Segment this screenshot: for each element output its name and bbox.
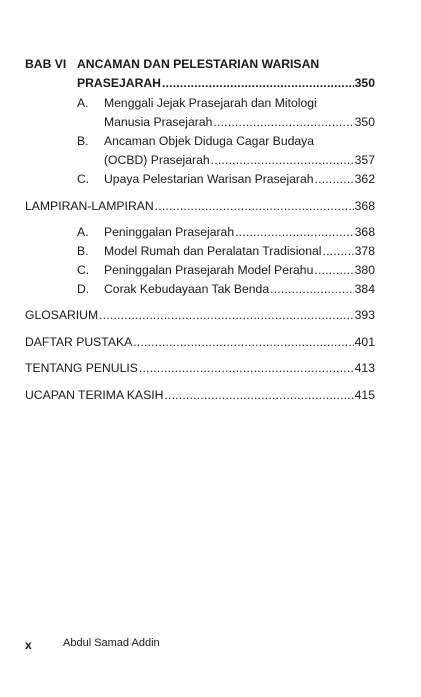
section-entry[interactable] xyxy=(25,334,375,350)
item-page: 380 xyxy=(354,263,375,277)
item-page: 384 xyxy=(354,282,375,296)
toc-entry[interactable] xyxy=(104,262,375,278)
dot-leader xyxy=(162,75,354,91)
toc-entry[interactable] xyxy=(104,171,375,187)
item-page: 362 xyxy=(354,172,375,186)
item-page: 378 xyxy=(354,244,375,258)
item-text: Peninggalan Prasejarah Model Perahu xyxy=(104,263,314,277)
dot-leader xyxy=(314,262,353,278)
item-letter: A. xyxy=(77,96,89,110)
item-text: Upaya Pelestarian Warisan Prasejarah xyxy=(104,172,314,186)
item-letter: C. xyxy=(77,263,90,277)
dot-leader xyxy=(139,360,354,376)
dot-leader xyxy=(213,114,353,130)
item-text-line1: Ancaman Objek Diduga Cagar Budaya xyxy=(104,134,315,148)
toc-entry[interactable] xyxy=(104,243,375,259)
toc-entry[interactable] xyxy=(104,224,375,240)
section-title: DAFTAR PUSTAKA xyxy=(25,335,133,349)
section-page: 401 xyxy=(354,335,375,349)
dot-leader xyxy=(99,307,354,323)
footer-page-number: x xyxy=(25,638,32,652)
item-letter: B. xyxy=(77,244,89,258)
item-text: Peninggalan Prasejarah xyxy=(104,225,235,239)
item-page: 368 xyxy=(354,225,375,239)
section-page: 393 xyxy=(354,308,375,322)
dot-leader xyxy=(270,281,354,297)
toc-entry[interactable] xyxy=(104,114,375,130)
item-page: 350 xyxy=(354,115,375,129)
section-entry[interactable] xyxy=(25,360,375,376)
section-page: 415 xyxy=(354,388,375,402)
footer-author: Abdul Samad Addin xyxy=(63,637,160,649)
dot-leader xyxy=(315,171,354,187)
section-entry[interactable] xyxy=(25,307,375,323)
item-page: 357 xyxy=(354,153,375,167)
section-title: GLOSARIUM xyxy=(25,308,99,322)
chapter-page: 350 xyxy=(354,76,375,90)
item-text-line1: Menggali Jejak Prasejarah dan Mitologi xyxy=(104,96,317,110)
item-text: Corak Kebudayaan Tak Benda xyxy=(104,282,270,296)
item-letter: A. xyxy=(77,225,89,239)
toc-entry[interactable] xyxy=(104,152,375,168)
item-letter: D. xyxy=(77,282,90,296)
section-title: UCAPAN TERIMA KASIH xyxy=(25,388,164,402)
chapter-label: BAB VI xyxy=(25,57,67,71)
item-letter: C. xyxy=(77,172,90,186)
section-entry[interactable] xyxy=(25,387,375,403)
dot-leader xyxy=(164,387,353,403)
appendix-entry[interactable] xyxy=(25,198,375,214)
appendix-title: LAMPIRAN-LAMPIRAN xyxy=(25,199,154,213)
chapter-title-line1: ANCAMAN DAN PELESTARIAN WARISAN xyxy=(77,57,320,71)
toc-entry[interactable] xyxy=(104,281,375,297)
section-page: 413 xyxy=(354,361,375,375)
item-text-line2: Manusia Prasejarah xyxy=(104,115,213,129)
chapter-title-entry[interactable] xyxy=(77,75,375,91)
item-text: Model Rumah dan Peralatan Tradisional xyxy=(104,244,322,258)
chapter-title-line2: PRASEJARAH xyxy=(77,76,161,90)
dot-leader xyxy=(133,334,353,350)
dot-leader xyxy=(211,152,354,168)
dot-leader xyxy=(235,224,354,240)
appendix-page: 368 xyxy=(354,199,375,213)
item-text-line2: (OCBD) Prasejarah xyxy=(104,153,210,167)
item-letter: B. xyxy=(77,134,89,148)
dot-leader xyxy=(322,243,353,259)
section-title: TENTANG PENULIS xyxy=(25,361,138,375)
dot-leader xyxy=(155,198,354,214)
